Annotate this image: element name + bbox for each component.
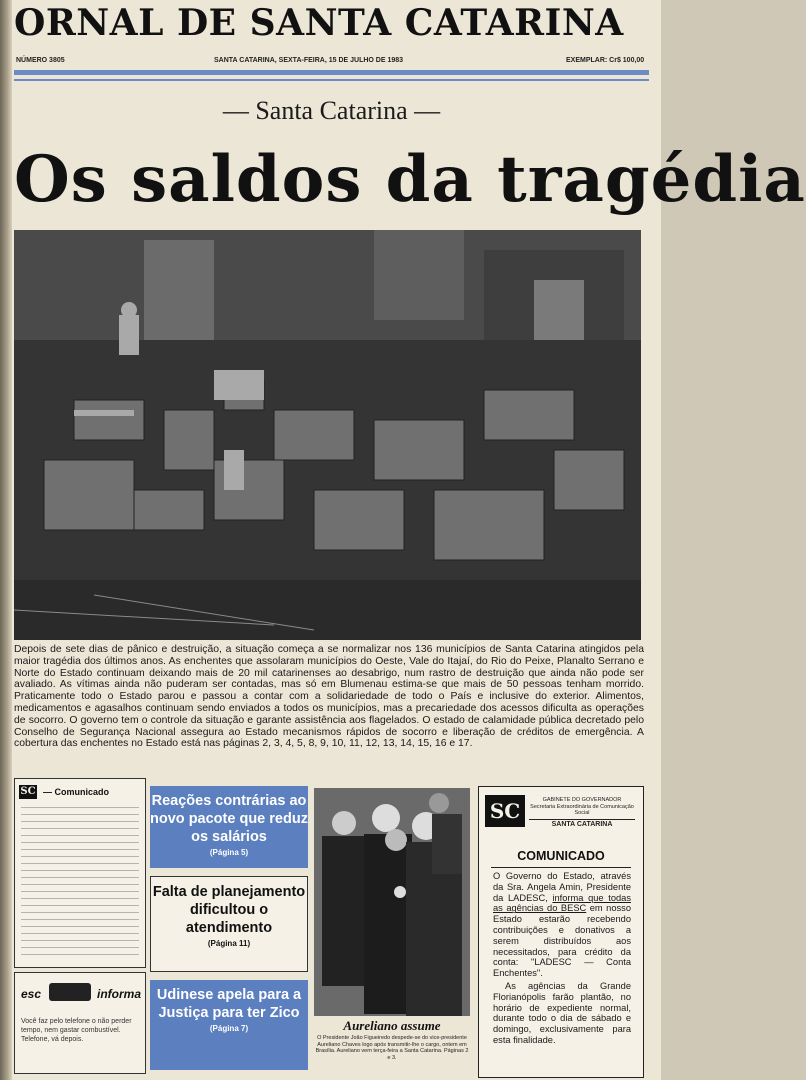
teaser-zico-page: (Página 7) — [209, 1024, 249, 1033]
masthead-rule-thin — [14, 79, 649, 81]
photo-caption: O Presidente João Figueiredo despede-se do vice-presidente Aureliano Chaves logo após transmitir-lhe o cargo, ontem em Brasília. Aureliano vem terça-feira a Santa Catarina. Páginas 2 e 3. — [315, 1035, 469, 1061]
flood-photo — [14, 230, 641, 640]
price: EXEMPLAR: Cr$ 100,00 — [566, 57, 645, 64]
besc-prefix: esc — [21, 987, 42, 1001]
figueiredo-aureliano-photo — [314, 788, 470, 1016]
teaser-salarios-page: (Página 5) — [209, 848, 249, 857]
main-headline: Os saldos da tragédia — [14, 142, 806, 217]
phone-icon — [49, 983, 91, 1001]
communique-p1-underlined: informa que todas as agências do BESC — [493, 892, 631, 914]
teaser-zico[interactable] — [150, 980, 308, 1070]
dateline: SANTA CATARINA, SEXTA-FEIRA, 15 DE JULHO DE 1983 — [214, 57, 404, 64]
comunicado-label: — Comunicado — [43, 787, 110, 797]
informa-label: informa — [97, 987, 142, 1001]
photo-illustration — [314, 788, 470, 1016]
sc-government-logo: SC — [485, 795, 525, 827]
masthead-rule — [14, 70, 649, 75]
teaser-planejamento-title: Falta de planejamento dificultou o atendimento — [152, 884, 306, 936]
masthead-title: ORNAL DE SANTA CATARINA — [14, 2, 624, 44]
fine-print-lines — [21, 807, 139, 957]
comunicado-fine-print — [21, 807, 139, 959]
office-line1: GABINETE DO GOVERNADOR — [542, 797, 622, 803]
governo-communique — [478, 786, 644, 1078]
sc-logo: SC — [20, 786, 36, 797]
teaser-salarios-title: Reações contrárias ao novo pacote que reduz os salários — [150, 793, 308, 845]
teaser-planejamento[interactable] — [150, 876, 308, 972]
teaser-zico-title: Udinese apela para a Justiça para ter Zico — [156, 987, 302, 1021]
photo-caption-title: Aureliano assume — [343, 1018, 441, 1033]
communique-header — [529, 797, 635, 828]
teaser-planejamento-page: (Página 11) — [207, 939, 251, 948]
besc-informa-box — [14, 972, 146, 1074]
section-kicker: — Santa Catarina — — [222, 96, 441, 125]
left-comunicado-box — [14, 778, 146, 968]
teaser-salarios[interactable] — [150, 786, 308, 868]
flood-photo-illustration — [14, 230, 641, 640]
issue-number: NÚMERO 3805 — [16, 57, 65, 64]
informa-text: Você faz pelo telefone o não perder tempo, nem gastar combustível. Telefone, vá depois. — [21, 1018, 132, 1043]
lead-story-body: Depois de sete dias de pânico e destruição, a situação começa a se normalizar nos 136 municípios de Santa Catarina atingidos pela maior tragédia dos últimos anos. As enchentes que assolaram municípios do Oeste, Vale do Itajaí, do Rio do Peixe, Planalto Serrano e Norte do Estado continuam deixando mais de 20 mil catarinenses ao desabrigo, num rastro de destruição que ainda não pode ser avaliado. As vítimas ainda não puderam ser contadas, mas só em Blumenau estima-se que mais de 50 pessoas tenham morrido. Praticamente todo o Estado parou e passou a contar com a solidariedade de todo o País e inclusive do exterior. Alimentos, medicamentos e agasalhos continuam sendo enviados a todos os municípios, mas a precariedade dos acessos dificulta as operações de socorro. O governo tem o controle da situação e garante assistência aos flagelados. O estado de calamidade pública decretado pelo Conselho de Segurança Nacional assegura ao Estado mecanismos rápidos de socorro e liberação de créditos de emergência. A cobertura das enchentes no Estado está nas páginas 2, 3, 4, 5, 8, 9, 10, 11, 12, 13, 14, 15, 16 e 17. — [14, 644, 644, 750]
communique-p2: As agências da Grande Florianópolis farão plantão, no horário de expediente normal, durante todo o dia de sábado e domingo, exclusivamente para esta finalidade. — [493, 980, 631, 1045]
communique-body — [493, 871, 631, 1046]
office-line2: Secretaria Extraordinária de Comunicação Social — [530, 803, 634, 816]
communique-rule — [491, 867, 631, 868]
communique-p1-a: O Governo do Estado, através da Sra. Angela Amin, Presidente da LADESC, — [493, 871, 631, 903]
communique-p1-b: em nosso Estado estarão recebendo contribuições e donativos a serem distribuídos aos necessitados, para crédito da conta: "LADESC — Conta Enchentes". — [493, 903, 631, 979]
communique-title: COMUNICADO — [517, 849, 605, 863]
state-name: SANTA CATARINA — [529, 819, 635, 829]
binding-edge — [0, 0, 12, 1080]
